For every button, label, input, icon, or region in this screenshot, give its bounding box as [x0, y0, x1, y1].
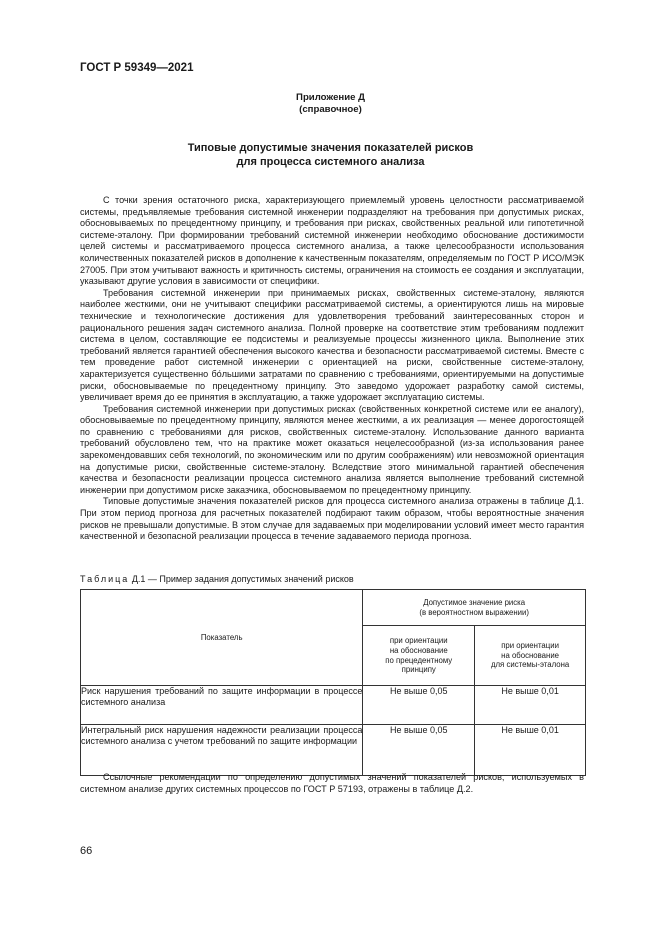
page-number: 66: [80, 845, 93, 857]
header-line: на обоснование: [501, 650, 560, 660]
header-line: при ориентации: [501, 641, 559, 651]
section-title-line1: Типовые допустимые значения показателей рисков: [187, 142, 474, 154]
paragraph: Ссылочные рекомендации по определению допустимых значений показателей рисков, используемых в системном анализе других системных процессов по ГОСТ Р 57193, отражены в таблице Д.2.: [80, 772, 584, 794]
appendix-type: (справочное): [299, 104, 362, 115]
indicator-cell: Риск нарушения требований по защите информации в процессе системного анализа: [81, 686, 363, 725]
table-row: [81, 686, 586, 725]
document-header: ГОСТ Р 59349—2021: [80, 62, 194, 74]
value-precedent-cell: Не выше 0,05: [363, 725, 475, 776]
column-header-precedent: [363, 626, 475, 686]
table-row: [81, 725, 586, 776]
header-line: принципу: [401, 665, 436, 675]
paragraph: Типовые допустимые значения показателей рисков для процесса системного анализа отражены в таблице Д.1. При этом период прогноза для расчетных показателей подбирают таким образом, чтобы вероятностные значения рисков не превышали допустимые. В этом случае для задаваемых при моделировании условий имеет место гарантия качественной и безопасной реализации процесса в течение задаваемого периода прогноза.: [80, 496, 584, 542]
section-title-line2: для процесса системного анализа: [236, 156, 425, 168]
closing-text: [80, 772, 584, 795]
body-text: [80, 195, 584, 543]
column-group-line: (в вероятностном выражении): [419, 607, 529, 617]
table-caption-text: Д.1 — Пример задания допустимых значений рисков: [131, 574, 354, 584]
column-group-header: [363, 590, 586, 626]
header-line: по прецедентному: [385, 655, 453, 665]
indicator-cell: Интегральный риск нарушения надежности реализации процесса системного анализа с учетом требований по защите информации: [81, 725, 363, 776]
column-header-indicator: Показатель: [81, 590, 363, 686]
appendix-title: Приложение Д: [296, 92, 365, 103]
header-line: при ориентации: [389, 636, 448, 646]
table-caption: [80, 574, 354, 584]
risk-values-table: [80, 589, 586, 776]
header-line: на обоснование: [389, 645, 448, 655]
paragraph: Требования системной инженерии при принимаемых рисках, свойственных системе-эталону, являются наиболее жесткими, они не учитывают специфики рассматриваемой системы, а ориентируются лишь на мировые технические и технологические достижения для удовлетворения требований заинтересованных сторон и рационального решения задач системного анализа. Полной проверке на соответствие этим требованиям подлежит система в целом, составляющие ее подсистемы и реализуемые процессы жизненного цикла. Выполнение этих требований является гарантией обеспечения высокого качества и безопасности рассматриваемой системы. Вместе с тем проведение работ системной инженерии с ориентацией на риски, свойственные системе-эталону, характеризуется существенно бо́льшими затратами по сравнению с требованиями, ориентируемыми на допустимые риски, обосновываемые по прецедентному принципу. Это заведомо удорожает разработку самой системы, увеличивает время до ее принятия в эксплуатацию, а также удорожает эксплуатацию системы.: [80, 287, 584, 403]
value-etalon-cell: Не выше 0,01: [475, 686, 586, 725]
paragraph: Требования системной инженерии при допустимых рисках (свойственных конкретной системе или ее аналогу), обосновываемые по прецедентному принципу, являются менее жесткими, а их реализация — менее дорогостоящей по сравнению с требованиями для рисков, свойственных системе-эталону. Использование данного варианта требований обусловлено тем, что на практике может оказаться нецелесообразной (из-за использования ранее зарекомендовавших себя технологий, по экономическим или по другим соображениям) или невозможной ориентация на допустимые риски, свойственные системе-эталону. Вследствие этого минимальной гарантией обеспечения качества и безопасности реализации процесса системного анализа является выполнение требований системной инженерии при допустимом риске заказчика, обосновываемом по прецедентному принципу.: [80, 403, 584, 495]
column-header-etalon: [475, 626, 586, 686]
header-line: для системы-эталона: [490, 660, 570, 670]
value-etalon-cell: Не выше 0,01: [475, 725, 586, 776]
paragraph: С точки зрения остаточного риска, характеризующего приемлемый уровень целостности рассматриваемой системы, предъявляемые требования системной инженерии подразделяют на требования при допустимых рисках, обосновываемых по прецедентному принципу, и требования при рисках, свойственных реальной или гипотетичной системе-эталону. При формировании требований системной инженерии необходимо обоснование достижимости целей системы и рассматриваемого процесса системного анализа, а также целесообразности использования количественных показателей рисков в дополнение к качественным показателям, определяемым по ГОСТ Р ИСО/МЭК 27005. При этом учитывают важность и критичность системы, ограничения на стоимость ее создания и эксплуатации, указывают другие условия в зависимости от специфики.: [80, 195, 584, 287]
table-caption-word: Таблица: [80, 574, 130, 584]
value-precedent-cell: Не выше 0,05: [363, 686, 475, 725]
column-group-line: Допустимое значение риска: [423, 597, 526, 607]
